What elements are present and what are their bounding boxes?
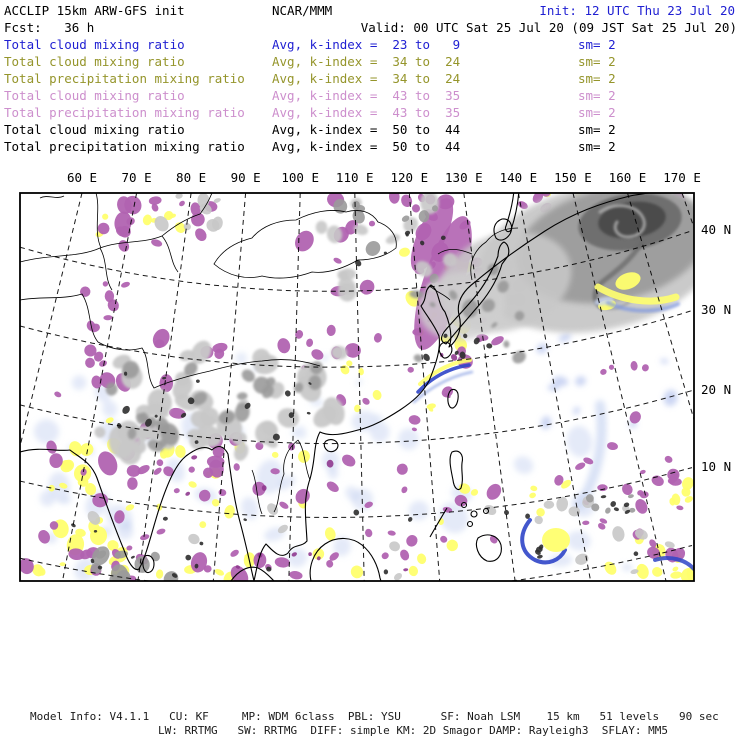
lat-label-10N: 10 N (701, 459, 732, 474)
legend-label-row5: Total precipitation mixing ratio (4, 105, 245, 120)
layer-cstorm-dots (534, 544, 544, 560)
k-index-value-row2: Avg, k-index = 34 to 24 (272, 54, 461, 69)
coast-visayas-2 (471, 511, 477, 517)
border-south-asia-borders (20, 294, 320, 388)
coast-luzon (450, 451, 462, 489)
lon-label-60E: 60 E (66, 170, 98, 185)
layer-purple-nw-small (78, 281, 131, 334)
coast-visayas-4 (468, 522, 473, 527)
coast-mindanao (476, 535, 501, 561)
legend-label-row1: Total cloud mixing ratio (4, 37, 185, 52)
layer-yellow-cstorm (542, 528, 570, 552)
init-time: Init: 12 UTC Thu 23 Jul 20 (539, 3, 735, 18)
legend-label-row6: Total cloud mixing ratio (4, 122, 185, 137)
smoothing-value-row4: sm= 2 (578, 88, 616, 103)
k-index-value-row6: Avg, k-index = 50 to 44 (272, 122, 461, 137)
border-central-asia-3 (100, 236, 178, 290)
coast-hainan (324, 440, 338, 452)
coast-taiwan (448, 389, 458, 408)
forecast-hour: Fcst: 36 h (4, 20, 95, 35)
lon-label-80E: 80 E (176, 170, 207, 185)
layer-purple-mid-east-dots (599, 361, 650, 376)
smoothing-value-row1: sm= 2 (578, 37, 616, 52)
k-index-value-row4: Avg, k-index = 43 to 35 (272, 88, 461, 103)
lon-label-90E: 90 E (230, 170, 261, 185)
model-title: ACCLIP 15km ARW-GFS init (4, 3, 185, 18)
k-index-value-row5: Avg, k-index = 43 to 35 (272, 105, 461, 120)
layer-gray-bottom-left (88, 543, 181, 589)
layer-gray-chain-east-dots (600, 495, 630, 515)
k-index-value-row3: Avg, k-index = 34 to 24 (272, 71, 461, 86)
model-info-line2: LW: RRTMG SW: RRTMG DIFF: simple KM: 2D Smagor DAMP: Rayleigh3 SFLAY: MM5 (158, 724, 668, 737)
lon-label-130E: 130 E (445, 170, 483, 185)
lat-label-40N: 40 N (701, 222, 732, 237)
lon-label-70E: 70 E (121, 170, 152, 185)
lon-label-100E: 100 E (281, 170, 320, 185)
smoothing-value-row6: sm= 2 (578, 122, 616, 137)
legend-label-row7: Total precipitation mixing ratio (4, 139, 245, 154)
lon-label-110E: 110 E (335, 170, 374, 185)
legend-label-row2: Total cloud mixing ratio (4, 54, 185, 69)
smoothing-value-row2: sm= 2 (578, 54, 616, 69)
smoothing-value-row5: sm= 2 (578, 105, 616, 120)
smoothing-value-row3: sm= 2 (578, 71, 616, 86)
k-index-value-row7: Avg, k-index = 50 to 44 (272, 139, 461, 154)
layer-purple-east-philippines (574, 409, 676, 536)
lon-label-120E: 120 E (390, 170, 429, 185)
valid-time: Valid: 00 UTC Sat 25 Jul 20 (09 JST Sat 25 Jul 20) (360, 20, 737, 35)
org-name: NCAR/MMM (272, 3, 333, 18)
layer-yellow-nw (95, 209, 188, 238)
k-index-value-row1: Avg, k-index = 23 to 9 (272, 37, 461, 52)
lon-label-150E: 150 E (554, 170, 592, 185)
lat-label-20N: 20 N (701, 382, 732, 397)
lat-label-30N: 30 N (701, 302, 732, 317)
legend-label-row4: Total cloud mixing ratio (4, 88, 185, 103)
border-central-asia-2 (96, 193, 101, 248)
border-aral-squiggle (40, 196, 64, 198)
legend-label-row3: Total precipitation mixing ratio (4, 71, 245, 86)
lon-label-160E: 160 E (608, 170, 647, 185)
smoothing-value-row7: sm= 2 (578, 139, 616, 154)
layer-lightblue-southeast (535, 331, 680, 430)
lon-label-170E: 170 E (663, 170, 701, 185)
model-info-line1: Model Info: V4.1.1 CU: KF MP: WDM 6class PBL: YSU SF: Noah LSM 15 km 51 levels 90 sec (30, 710, 719, 723)
map-layers (0, 162, 740, 592)
lon-label-140E: 140 E (499, 170, 538, 185)
